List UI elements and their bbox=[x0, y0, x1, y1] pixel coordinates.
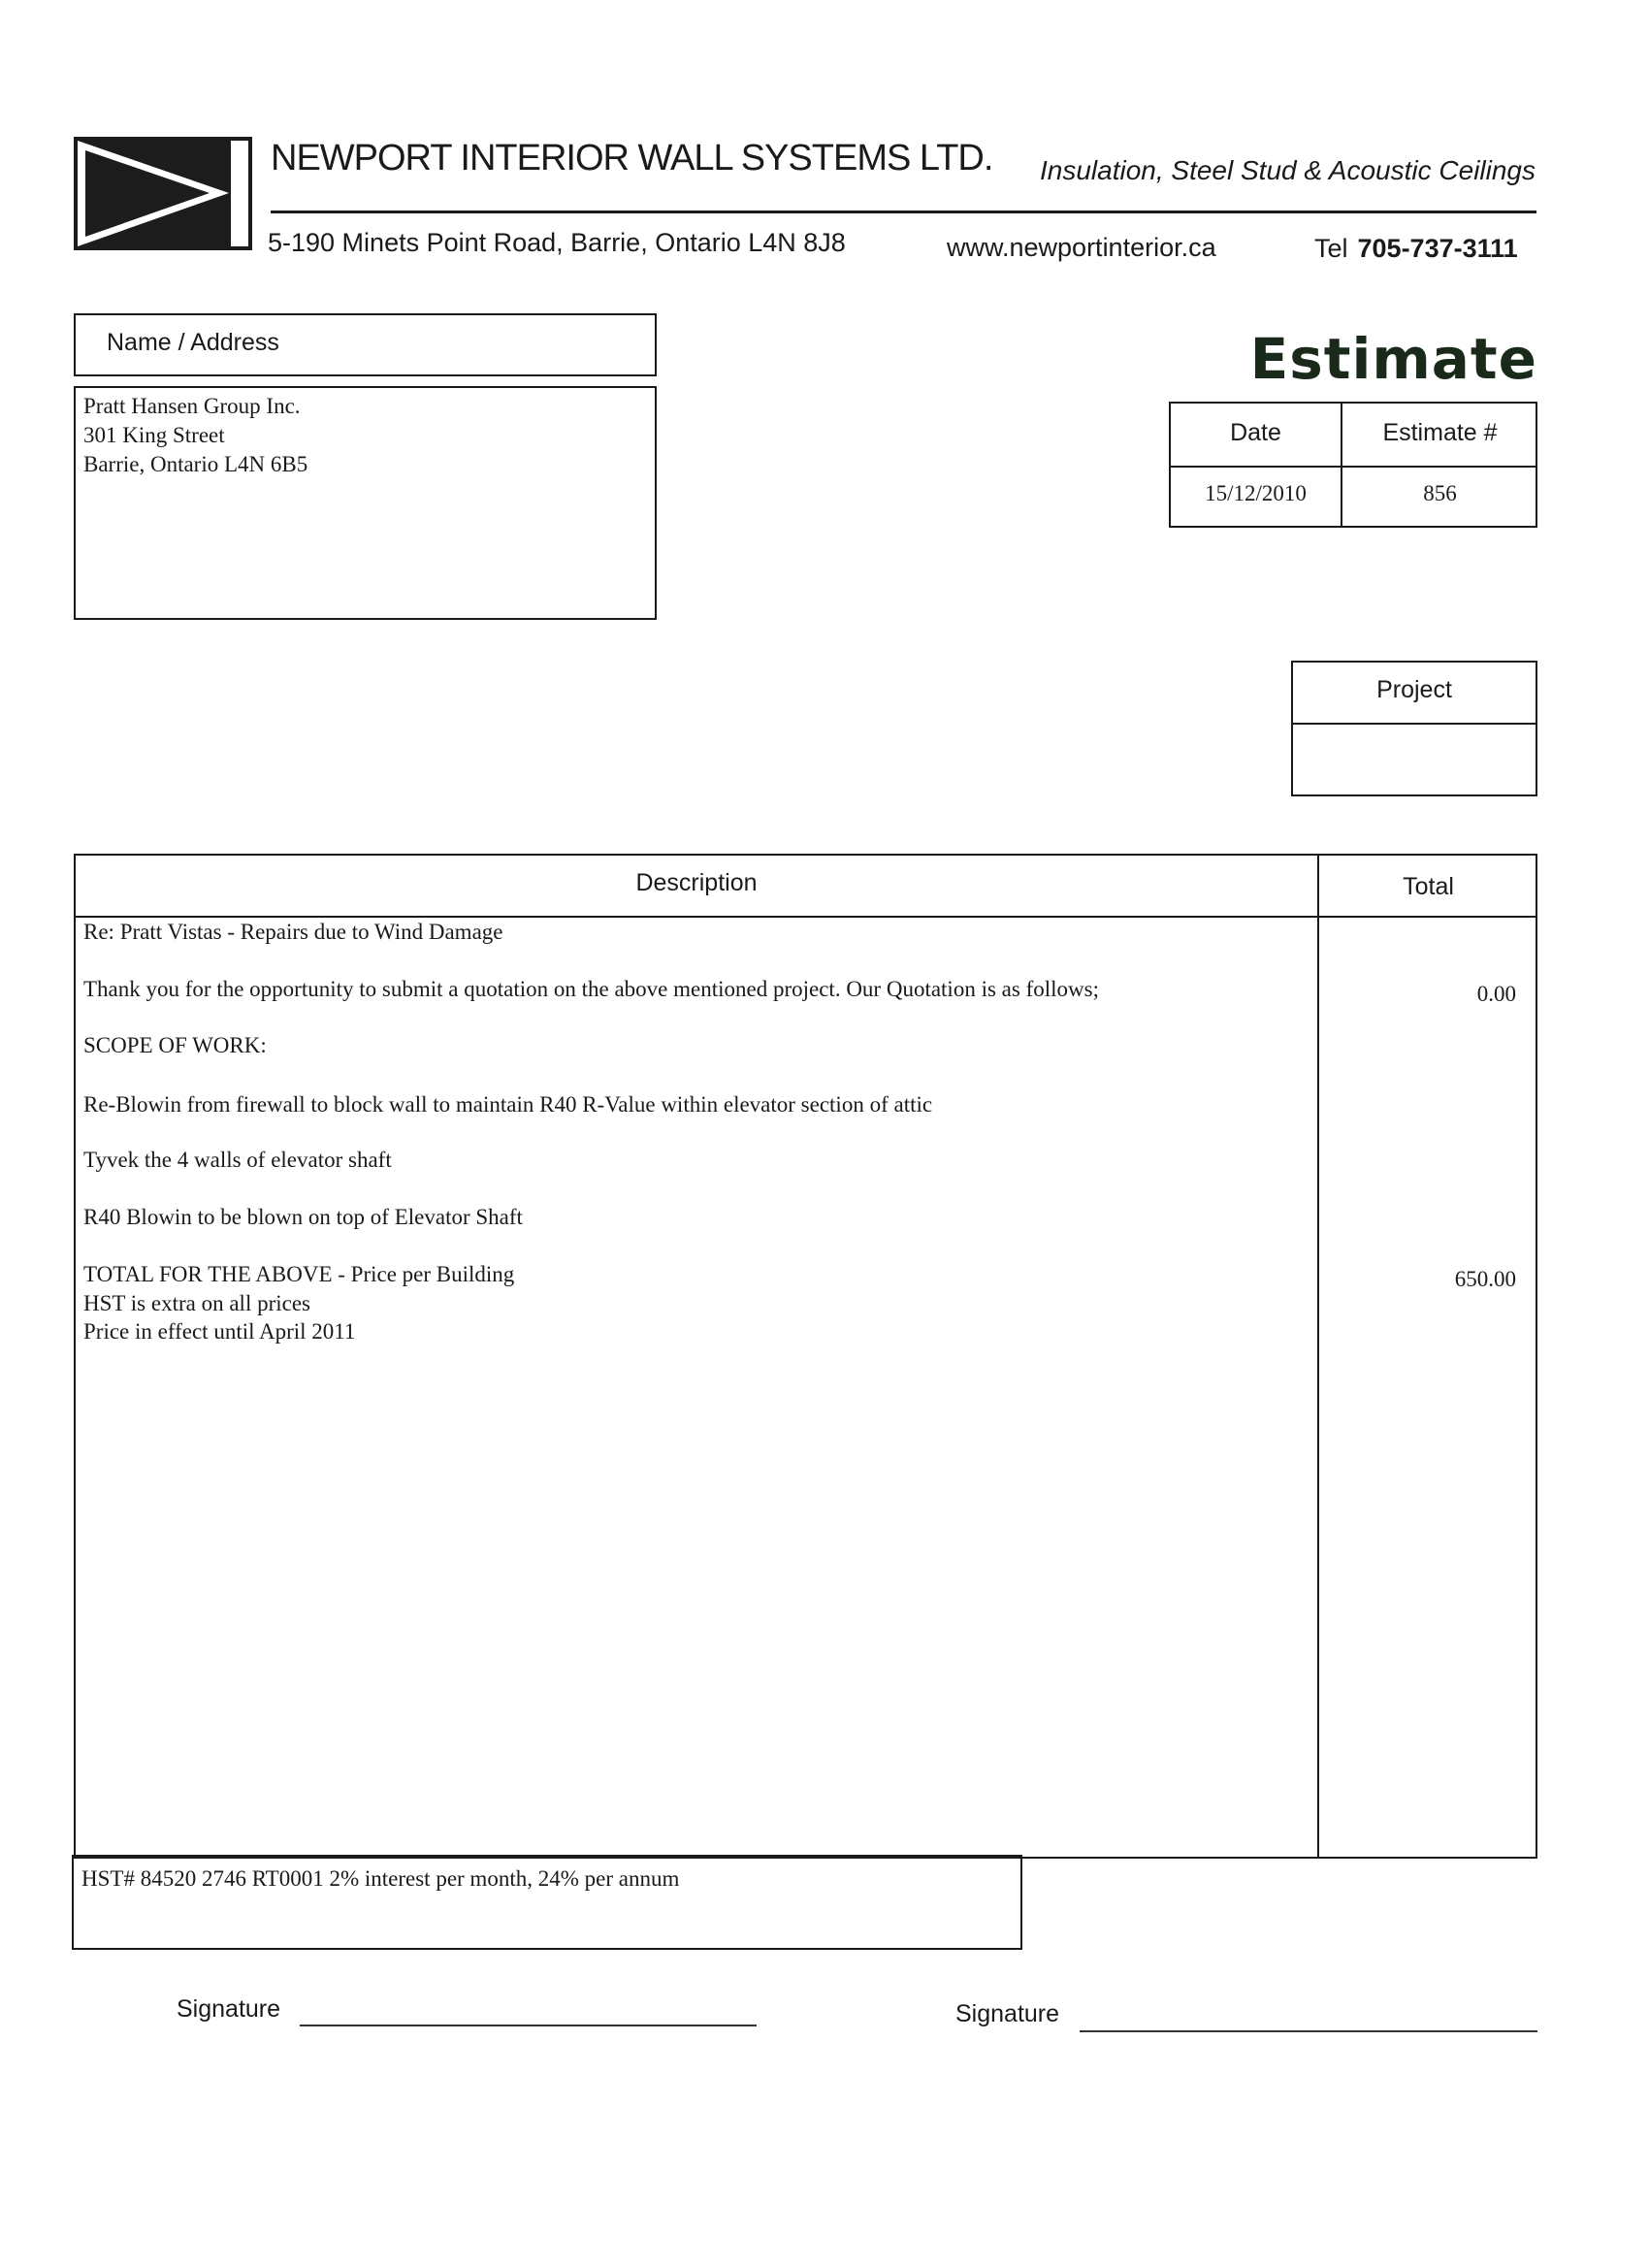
bill-to-address bbox=[74, 386, 657, 620]
line-item-text: R40 Blowin to be blown on top of Elevator Shaft bbox=[83, 1205, 523, 1229]
address-line: Pratt Hansen Group Inc. bbox=[83, 394, 301, 418]
phone-number: 705-737-3111 bbox=[1357, 234, 1518, 263]
hst-terms-text: HST# 84520 2746 RT0001 2% interest per month, 24% per annum bbox=[81, 1866, 680, 1891]
bill-to-header bbox=[74, 313, 657, 376]
total-header: Total bbox=[1403, 873, 1454, 900]
estimate-date: 15/12/2010 bbox=[1205, 481, 1307, 505]
address-line: 301 King Street bbox=[83, 423, 225, 447]
company-website: www.newportinterior.ca bbox=[947, 233, 1216, 262]
company-address: 5-190 Minets Point Road, Barrie, Ontario L4N 8J8 bbox=[268, 228, 846, 257]
line-item-text: Thank you for the opportunity to submit a quotation on the above mentioned project. Our Quotation is as follows; bbox=[83, 977, 1099, 1001]
line-item-text: SCOPE OF WORK: bbox=[83, 1033, 267, 1057]
estimate-number: 856 bbox=[1423, 481, 1457, 505]
line-item-text: TOTAL FOR THE ABOVE - Price per Building bbox=[83, 1262, 515, 1286]
company-logo bbox=[74, 137, 252, 250]
estimate-number-header: Estimate # bbox=[1382, 419, 1498, 446]
line-item-text: Price in effect until April 2011 bbox=[83, 1319, 356, 1344]
line-items-table bbox=[74, 854, 1537, 1859]
signature-line-right[interactable] bbox=[1080, 2030, 1537, 2032]
project-box bbox=[1291, 661, 1537, 796]
line-item-text: HST is extra on all prices bbox=[83, 1291, 310, 1315]
row-divider bbox=[1171, 466, 1536, 468]
signature-line-left[interactable] bbox=[300, 2025, 757, 2026]
company-name: NEWPORT INTERIOR WALL SYSTEMS LTD. bbox=[271, 138, 993, 178]
company-phone bbox=[1314, 234, 1518, 264]
project-label: Project bbox=[1376, 676, 1452, 703]
line-item-text: Re-Blowin from firewall to block wall to maintain R40 R-Value within elevator section of attic bbox=[83, 1092, 933, 1117]
document-title: Estimate bbox=[1249, 326, 1537, 392]
phone-label: Tel bbox=[1314, 234, 1348, 263]
line-item-text: Re: Pratt Vistas - Repairs due to Wind Damage bbox=[83, 920, 503, 944]
header-divider bbox=[271, 211, 1536, 213]
signature-label-left: Signature bbox=[177, 1995, 281, 2023]
signature-label-right: Signature bbox=[955, 2000, 1060, 2027]
project-divider bbox=[1293, 723, 1536, 725]
company-tagline: Insulation, Steel Stud & Acoustic Ceilings bbox=[1039, 155, 1536, 185]
address-line: Barrie, Ontario L4N 6B5 bbox=[83, 452, 308, 476]
column-divider bbox=[1317, 856, 1319, 1857]
estimate-info-table bbox=[1169, 402, 1537, 528]
line-item-text: Tyvek the 4 walls of elevator shaft bbox=[83, 1148, 392, 1172]
line-item-amount: 0.00 bbox=[1476, 982, 1516, 1006]
line-item-amount: 650.00 bbox=[1454, 1267, 1516, 1291]
description-header: Description bbox=[635, 869, 758, 896]
date-header: Date bbox=[1230, 419, 1281, 446]
hst-terms-box bbox=[72, 1855, 1022, 1950]
bill-to-label: Name / Address bbox=[107, 329, 279, 356]
